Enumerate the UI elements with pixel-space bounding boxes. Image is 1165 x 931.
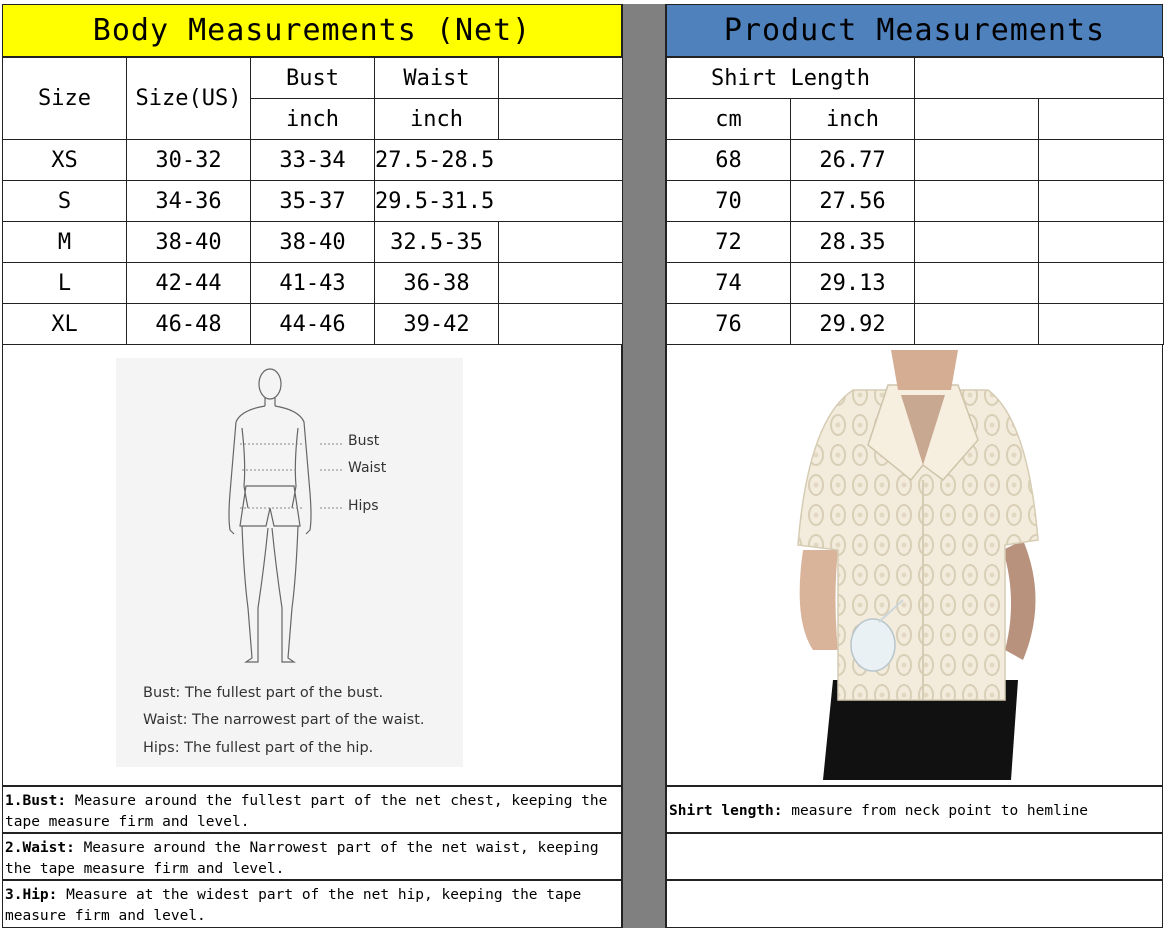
- bust-label: Bust: [348, 433, 380, 449]
- size-us-cell: 30-32: [127, 140, 251, 181]
- table-row: [3, 222, 623, 263]
- empty-cell: [1039, 181, 1164, 222]
- shirt-length-instruction: [666, 786, 1163, 833]
- empty-cell: [499, 263, 623, 304]
- waist-description: Waist: The narrowest part of the waist.: [143, 712, 425, 728]
- bust-instruction-text: Measure around the fullest part of the net chest, keeping the tape measure firm and level.: [5, 793, 608, 830]
- empty-cell: [499, 304, 623, 345]
- hip-instruction-text: Measure at the widest part of the net hip, keeping the tape measure firm and level.: [5, 887, 582, 924]
- table-row: [667, 140, 1164, 181]
- table-row: [3, 140, 623, 181]
- empty-cell: [915, 304, 1039, 345]
- cm-cell: 72: [667, 222, 791, 263]
- bust-cell: 44-46: [251, 304, 375, 345]
- unit-cm: cm: [667, 99, 791, 140]
- waist-cell: 36-38: [375, 263, 499, 304]
- body-figure-cell: [2, 344, 622, 786]
- product-measurements-table: [666, 57, 1164, 345]
- size-us-cell: 34-36: [127, 181, 251, 222]
- bust-cell: 38-40: [251, 222, 375, 263]
- product-measurements-header: Product Measurements: [666, 4, 1163, 57]
- unit-waist: inch: [375, 99, 499, 140]
- waist-cell: 39-42: [375, 304, 499, 345]
- cm-cell: 70: [667, 181, 791, 222]
- column-divider: [622, 4, 666, 928]
- hip-instruction: [2, 880, 622, 928]
- waist-cell: 27.5-28.5: [375, 140, 623, 181]
- hips-label: Hips: [348, 498, 379, 514]
- empty-cell: [915, 181, 1039, 222]
- body-measurements-table: [2, 57, 623, 345]
- empty-cell: [915, 58, 1164, 99]
- waist-instruction: [2, 833, 622, 880]
- table-row: [3, 304, 623, 345]
- hips-description: Hips: The fullest part of the hip.: [143, 740, 374, 756]
- empty-cell: [499, 99, 623, 140]
- size-us-cell: 38-40: [127, 222, 251, 263]
- bust-cell: 35-37: [251, 181, 375, 222]
- empty-cell: [1039, 222, 1164, 263]
- waist-instruction-title: 2.Waist:: [5, 840, 75, 856]
- empty-cell: [915, 263, 1039, 304]
- inch-cell: 26.77: [791, 140, 915, 181]
- empty-cell: [915, 140, 1039, 181]
- empty-cell: [915, 99, 1039, 140]
- empty-cell: [666, 833, 1163, 880]
- inch-cell: 27.56: [791, 181, 915, 222]
- size-cell: XS: [3, 140, 127, 181]
- waist-instruction-text: Measure around the Narrowest part of the net waist, keeping the tape measure firm and level.: [5, 840, 599, 877]
- inch-cell: 29.13: [791, 263, 915, 304]
- size-cell: S: [3, 181, 127, 222]
- empty-cell: [666, 880, 1163, 928]
- hip-instruction-title: 3.Hip:: [5, 887, 58, 903]
- table-row: [667, 181, 1164, 222]
- waist-label: Waist: [348, 460, 387, 476]
- table-row: [3, 181, 623, 222]
- table-row: [667, 304, 1164, 345]
- cm-cell: 74: [667, 263, 791, 304]
- bust-cell: 41-43: [251, 263, 375, 304]
- bust-description: Bust: The fullest part of the bust.: [143, 685, 384, 701]
- cm-cell: 76: [667, 304, 791, 345]
- inch-cell: 29.92: [791, 304, 915, 345]
- col-waist-header: Waist: [375, 58, 499, 99]
- bust-cell: 33-34: [251, 140, 375, 181]
- empty-cell: [1039, 140, 1164, 181]
- bust-instruction: [2, 786, 622, 833]
- size-cell: M: [3, 222, 127, 263]
- table-row: [667, 222, 1164, 263]
- size-chart: [2, 4, 1163, 928]
- empty-cell: [1039, 263, 1164, 304]
- body-measurements-header: Body Measurements (Net): [2, 4, 622, 57]
- size-cell: XL: [3, 304, 127, 345]
- unit-inch: inch: [791, 99, 915, 140]
- col-bust-header: Bust: [251, 58, 375, 99]
- cm-cell: 68: [667, 140, 791, 181]
- product-photo: [783, 350, 1053, 780]
- unit-bust: inch: [251, 99, 375, 140]
- bust-instruction-title: 1.Bust:: [5, 793, 67, 809]
- shirt-length-instruction-text: measure from neck point to hemline: [782, 803, 1089, 819]
- col-size-us-header: Size(US): [127, 58, 251, 140]
- col-size-header: Size: [3, 58, 127, 140]
- waist-cell: 32.5-35: [375, 222, 499, 263]
- empty-cell: [915, 222, 1039, 263]
- empty-cell: [499, 58, 623, 99]
- empty-cell: [1039, 99, 1164, 140]
- table-row: [667, 263, 1164, 304]
- inch-cell: 28.35: [791, 222, 915, 263]
- empty-cell: [499, 222, 623, 263]
- size-us-cell: 46-48: [127, 304, 251, 345]
- waist-cell: 29.5-31.5: [375, 181, 623, 222]
- product-photo-cell: [666, 344, 1163, 786]
- body-outline-illustration: [116, 358, 463, 678]
- size-us-cell: 42-44: [127, 263, 251, 304]
- body-measurement-diagram: [116, 358, 463, 767]
- shirt-length-instruction-title: Shirt length:: [669, 803, 783, 819]
- col-shirt-length-header: Shirt Length: [667, 58, 915, 99]
- table-row: [3, 263, 623, 304]
- size-cell: L: [3, 263, 127, 304]
- empty-cell: [1039, 304, 1164, 345]
